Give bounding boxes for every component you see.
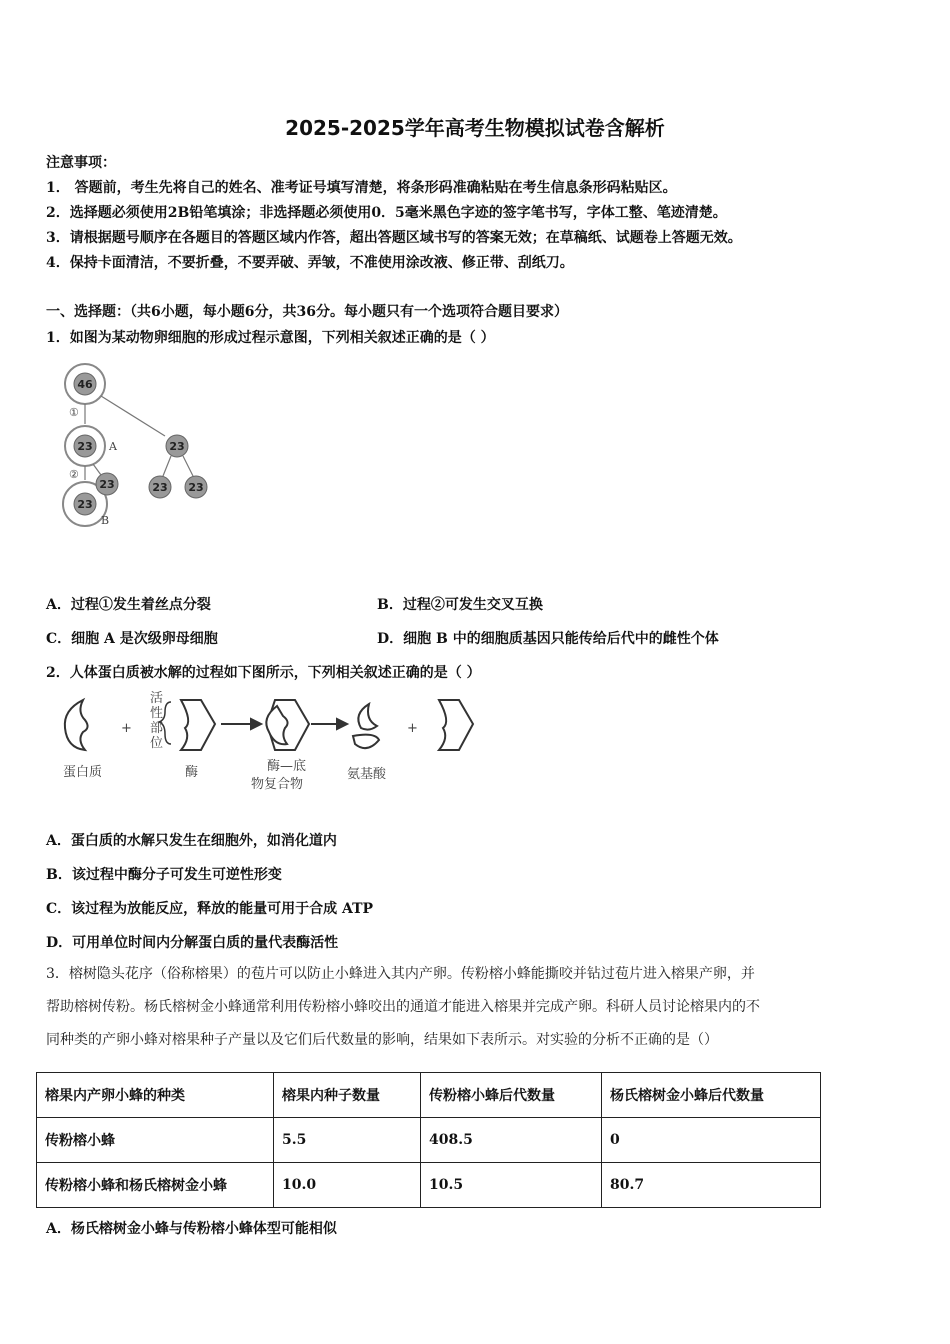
cell-b-count: 23: [77, 498, 93, 511]
table-header-cell: 榕果内产卵小蜂的种类: [37, 1073, 274, 1118]
active-site-char: 部: [150, 721, 164, 736]
q1-option-d[interactable]: D．细胞 B 中的细胞质基因只能传给后代中的雌性个体: [377, 631, 719, 647]
question-3-stem: [46, 958, 906, 1057]
enzyme-shape: [181, 700, 215, 750]
table-cell: 10.5: [421, 1163, 602, 1208]
enzyme-label: 酶: [185, 765, 199, 780]
q1-option-b[interactable]: B．过程②可发生交叉互换: [377, 597, 543, 613]
q3-line: 同种类的产卵小蜂对榕果种子产量以及它们后代数量的影响，结果如下表所示。对实验的分析不正确的是（）: [46, 1032, 718, 1048]
notice-item: 4．保持卡面清洁，不要折叠，不要弄破、弄皱，不准使用涂改液、修正带、刮纸刀。: [46, 255, 574, 271]
page-title: 2025-2025学年高考生物模拟试卷含解析: [285, 116, 665, 140]
q3-line: 帮助榕树传粉。杨氏榕树金小蜂通常利用传粉榕小蜂咬出的通道才能进入榕果并完成产卵。科研人员讨论榕果内的不: [46, 999, 760, 1015]
table-row: [37, 1118, 821, 1163]
notice-item: 2．选择题必须使用2B铅笔填涂；非选择题必须使用0．5毫米黑色字迹的签字笔书写，字体工整、笔迹清楚。: [46, 205, 727, 221]
polar-2a-count: 23: [152, 481, 168, 494]
table-header-cell: 榕果内种子数量: [274, 1073, 421, 1118]
top-cell-count: 46: [77, 378, 93, 391]
step-1-label: ①: [69, 406, 79, 419]
polar-2b-count: 23: [188, 481, 204, 494]
question-1-stem: 1．如图为某动物卵细胞的形成过程示意图，下列相关叙述正确的是（ ）: [46, 330, 495, 346]
complex-label: 物复合物: [251, 777, 304, 792]
table-row: [37, 1163, 821, 1208]
oogenesis-diagram: [55, 360, 225, 530]
cell-b-label: B: [101, 514, 110, 527]
table-cell: 10.0: [274, 1163, 421, 1208]
q1-option-a[interactable]: A．过程①发生着丝点分裂: [46, 597, 211, 613]
q3-option-a[interactable]: A．杨氏榕树金小蜂与传粉榕小蜂体型可能相似: [46, 1221, 337, 1237]
notice-item: 1． 答题前，考生先将自己的姓名、准考证号填写清楚，将条形码准确粘贴在考生信息条形码粘贴区。: [46, 180, 677, 196]
q2-option-d[interactable]: D．可用单位时间内分解蛋白质的量代表酶活性: [46, 935, 339, 951]
table-cell: 5.5: [274, 1118, 421, 1163]
table-cell: 80.7: [602, 1163, 821, 1208]
table-cell: 传粉榕小蜂: [37, 1118, 274, 1163]
protein-shape: [65, 700, 88, 750]
q3-line: 3．榕树隐头花序（俗称榕果）的苞片可以防止小蜂进入其内产卵。传粉榕小蜂能撕咬并钻过苞片进入榕果产卵，并: [46, 966, 755, 982]
cell-a-label: A: [109, 440, 117, 453]
table-header-row: [37, 1073, 821, 1118]
enzyme-hydrolysis-diagram: [55, 688, 485, 796]
complex-label: 酶—底: [267, 759, 307, 774]
table-cell: 传粉榕小蜂和杨氏榕树金小蜂: [37, 1163, 274, 1208]
protein-label: 蛋白质: [63, 765, 103, 780]
table-cell: 408.5: [421, 1118, 602, 1163]
section-heading: 一、选择题：（共6小题，每小题6分，共36分。每小题只有一个选项符合题目要求）: [46, 304, 568, 320]
step-2-label: ②: [69, 468, 79, 481]
plus-sign: +: [121, 721, 132, 736]
plus-sign: +: [407, 721, 418, 736]
results-table: [36, 1072, 821, 1208]
active-site-char: 位: [150, 736, 164, 751]
small-cell-count: 23: [99, 478, 115, 491]
table-header-cell: 传粉榕小蜂后代数量: [421, 1073, 602, 1118]
active-site-char: 活: [150, 691, 164, 706]
table-header-cell: 杨氏榕树金小蜂后代数量: [602, 1073, 821, 1118]
q2-option-c[interactable]: C．该过程为放能反应，释放的能量可用于合成 ATP: [46, 901, 374, 917]
cell-a-count: 23: [77, 440, 93, 453]
amino-acid-bottom: [353, 735, 379, 749]
notice-item: 3．请根据题号顺序在各题目的答题区域内作答，超出答题区域书写的答案无效；在草稿纸、试题卷上答题无效。: [46, 230, 742, 246]
amino-acid-label: 氨基酸: [347, 767, 387, 782]
active-site-char: 性: [150, 706, 164, 721]
polar-body-1-count: 23: [169, 440, 185, 453]
table-cell: 0: [602, 1118, 821, 1163]
released-enzyme-shape: [439, 700, 473, 750]
q2-option-b[interactable]: B．该过程中酶分子可发生可逆性形变: [46, 867, 282, 883]
amino-acid-top: [358, 704, 377, 730]
q1-option-c[interactable]: C．细胞 A 是次级卵母细胞: [46, 631, 218, 647]
question-2-stem: 2．人体蛋白质被水解的过程如下图所示，下列相关叙述正确的是（ ）: [46, 665, 481, 681]
q2-option-a[interactable]: A．蛋白质的水解只发生在细胞外，如消化道内: [46, 833, 337, 849]
notice-heading: 注意事项：: [46, 155, 116, 171]
